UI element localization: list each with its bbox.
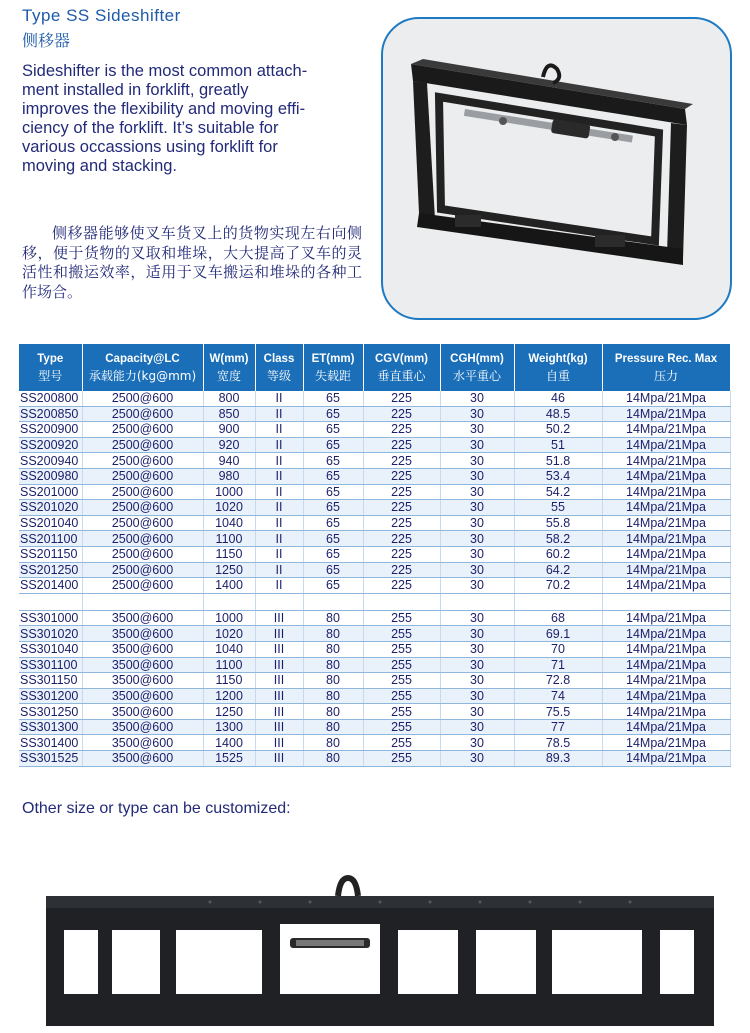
table-cell: 65 [303,515,363,531]
table-row [19,578,730,594]
table-cell [514,593,602,610]
page-title: Type SS Sideshifter [22,6,181,25]
table-cell: SS301150 [19,673,82,689]
table-cell: SS301400 [19,735,82,751]
table-cell: 14Mpa/21Mpa [602,422,730,438]
table-cell: 3500@600 [82,751,203,767]
table-cell: 1100 [203,657,255,673]
table-cell: 30 [440,704,514,720]
table-cell: 46 [514,391,602,406]
table-cell: 50.2 [514,422,602,438]
table-cell: II [255,391,303,406]
table-row [19,437,730,453]
table-cell: 255 [363,719,440,735]
table-cell [19,593,82,610]
table-cell: 3500@600 [82,704,203,720]
table-cell: 80 [303,673,363,689]
table-cell: 1000 [203,610,255,626]
product-photo [381,17,732,320]
table-cell: 30 [440,437,514,453]
table-cell: SS201000 [19,484,82,500]
column-header [255,344,303,391]
table-row [19,735,730,751]
table-cell: 255 [363,610,440,626]
table-cell: 65 [303,562,363,578]
table-cell [303,593,363,610]
column-header-cn: 等级 [266,368,291,383]
table-cell: 255 [363,673,440,689]
table-cell: 2500@600 [82,531,203,547]
table-cell: 3500@600 [82,626,203,642]
table-cell: 255 [363,688,440,704]
table-cell: 14Mpa/21Mpa [602,468,730,484]
table-row [19,468,730,484]
table-cell: 1250 [203,704,255,720]
table-cell: 72.8 [514,673,602,689]
table-cell: 2500@600 [82,578,203,594]
table-cell: 65 [303,531,363,547]
table-cell [602,593,730,610]
table-row [19,751,730,767]
table-cell: II [255,422,303,438]
table-body [19,391,730,766]
table-cell: 30 [440,453,514,469]
column-header [303,344,363,391]
table-cell: 1020 [203,626,255,642]
table-cell: 70.2 [514,578,602,594]
table-cell: SS301040 [19,641,82,657]
table-cell: 3500@600 [82,688,203,704]
table-cell: 14Mpa/21Mpa [602,719,730,735]
table-cell: 71 [514,657,602,673]
table-cell: 30 [440,688,514,704]
table-row [19,704,730,720]
sideshifter-photo-icon [383,19,730,318]
description-line: various occassions using forklift for [22,138,278,156]
table-cell: 1300 [203,719,255,735]
table-cell: 2500@600 [82,500,203,516]
table-cell: 3500@600 [82,657,203,673]
table-cell: 30 [440,484,514,500]
table-cell: 1525 [203,751,255,767]
table-cell: 64.2 [514,562,602,578]
table-cell: 53.4 [514,468,602,484]
table-cell: 65 [303,453,363,469]
table-cell: 65 [303,468,363,484]
table-cell: 255 [363,657,440,673]
table-cell: 3500@600 [82,673,203,689]
table-cell: 14Mpa/21Mpa [602,500,730,516]
table-cell: II [255,406,303,422]
table-cell: 255 [363,641,440,657]
table-row [19,500,730,516]
column-header-en: Capacity@LC [105,352,180,365]
table-cell: 1040 [203,641,255,657]
table-cell: 30 [440,546,514,562]
table-cell: 77 [514,719,602,735]
table-cell: 225 [363,437,440,453]
table-cell: 55.8 [514,515,602,531]
table-cell: 80 [303,704,363,720]
table-cell: 3500@600 [82,641,203,657]
column-header-en: Pressure Rec. Max [614,352,718,365]
table-row [19,657,730,673]
table-cell: SS200980 [19,468,82,484]
table-cell: II [255,437,303,453]
table-cell: 89.3 [514,751,602,767]
table-cell: III [255,673,303,689]
table-cell: 51.8 [514,453,602,469]
column-header-en: Weight(kg) [528,352,588,365]
table-cell: 65 [303,391,363,406]
table-cell: 225 [363,406,440,422]
table-row [19,484,730,500]
table-group-spacer [19,593,730,610]
table-cell: 30 [440,657,514,673]
table-cell: 80 [303,735,363,751]
table-cell: 69.1 [514,626,602,642]
table-cell: III [255,657,303,673]
table-cell: 225 [363,531,440,547]
table-row [19,610,730,626]
table-cell: III [255,751,303,767]
table-cell: 1020 [203,500,255,516]
table-cell: 65 [303,422,363,438]
table-cell: 14Mpa/21Mpa [602,610,730,626]
table-cell: 1000 [203,484,255,500]
table-cell: 1400 [203,578,255,594]
table-cell: 14Mpa/21Mpa [602,453,730,469]
column-header-en: CGV(mm) [374,352,429,365]
table-cell [440,593,514,610]
description-line: Sideshifter is the most common attach- [22,62,308,80]
table-cell: 1100 [203,531,255,547]
table-cell: 80 [303,688,363,704]
description-line: improves the flexibility and moving effi- [22,100,306,118]
table-cell: 30 [440,751,514,767]
column-header-cn: 失载距 [314,368,351,383]
table-cell: 255 [363,704,440,720]
table-cell: 2500@600 [82,406,203,422]
table-cell: 2500@600 [82,422,203,438]
column-header [363,344,440,391]
table-cell: 14Mpa/21Mpa [602,515,730,531]
table-cell: 30 [440,406,514,422]
column-header-en: W(mm) [209,352,249,365]
table-cell [82,593,203,610]
table-cell: 65 [303,546,363,562]
table-cell: 30 [440,391,514,406]
table-cell: 225 [363,453,440,469]
table-cell: 30 [440,531,514,547]
table-cell: 30 [440,578,514,594]
table-cell: 14Mpa/21Mpa [602,578,730,594]
table-cell: 225 [363,562,440,578]
table-cell: 255 [363,751,440,767]
page-title-cn: 侧移器 [22,31,71,50]
table-cell: 225 [363,578,440,594]
table-cell: 14Mpa/21Mpa [602,406,730,422]
table-cell: 80 [303,610,363,626]
table-cell: 255 [363,626,440,642]
table-cell: 2500@600 [82,562,203,578]
table-cell: 14Mpa/21Mpa [602,531,730,547]
table-cell: 30 [440,468,514,484]
table-cell: 2500@600 [82,453,203,469]
table-cell: SS200800 [19,391,82,406]
column-header-cn: 型号 [38,368,63,383]
table-cell: 80 [303,719,363,735]
table-cell: 30 [440,626,514,642]
table-cell: 51 [514,437,602,453]
table-cell: 65 [303,406,363,422]
table-row [19,453,730,469]
table-cell [363,593,440,610]
table-cell: 80 [303,641,363,657]
table-row [19,531,730,547]
table-cell: 14Mpa/21Mpa [602,657,730,673]
table-cell: 14Mpa/21Mpa [602,562,730,578]
table-cell: 1150 [203,673,255,689]
table-cell: 30 [440,562,514,578]
table-cell: 2500@600 [82,484,203,500]
table-cell: 80 [303,657,363,673]
table-cell: 2500@600 [82,546,203,562]
table-row [19,719,730,735]
table-cell: II [255,578,303,594]
column-header-en: Type [37,352,64,365]
column-header [203,344,255,391]
table-cell: II [255,453,303,469]
table-cell: 30 [440,673,514,689]
spec-table [19,344,731,767]
table-cell: 14Mpa/21Mpa [602,626,730,642]
table-row [19,562,730,578]
table-cell: SS201250 [19,562,82,578]
table-row [19,406,730,422]
table-cell: 54.2 [514,484,602,500]
table-cell: II [255,515,303,531]
column-header [82,344,203,391]
table-cell: 800 [203,391,255,406]
table-cell: II [255,546,303,562]
column-header [440,344,514,391]
table-cell: 74 [514,688,602,704]
table-cell: SS201400 [19,578,82,594]
table-cell: 225 [363,500,440,516]
table-cell: 68 [514,610,602,626]
table-cell [203,593,255,610]
table-cell: 65 [303,437,363,453]
table-cell: SS201040 [19,515,82,531]
table-cell: SS201150 [19,546,82,562]
table-cell: 3500@600 [82,735,203,751]
description-cn: 侧移器能够使叉车货叉上的货物实现左右向侧移，便于货物的叉取和堆垛，大大提高了叉车的灵活性和搬运效率，适用于叉车搬运和堆垛的各种工作场合。 [22,224,362,301]
sideshifter-frame-image [0,860,750,1033]
table-cell: 900 [203,422,255,438]
table-cell: 80 [303,626,363,642]
table-cell: III [255,688,303,704]
table-row [19,422,730,438]
description-en [22,62,362,176]
table-cell: 1400 [203,735,255,751]
table-cell: 65 [303,578,363,594]
table-cell: 14Mpa/21Mpa [602,484,730,500]
table-cell: 2500@600 [82,515,203,531]
table-cell: 14Mpa/21Mpa [602,673,730,689]
table-cell: 14Mpa/21Mpa [602,437,730,453]
column-header-cn: 垂直重心 [377,368,426,383]
table-cell: 80 [303,751,363,767]
table-cell: II [255,484,303,500]
column-header-cn: 水平重心 [452,368,501,383]
column-header-en: ET(mm) [311,352,355,365]
table-header-row [19,344,730,391]
column-header [514,344,602,391]
table-cell: SS301250 [19,704,82,720]
table-cell: 48.5 [514,406,602,422]
table-cell: 30 [440,641,514,657]
table-cell: SS201020 [19,500,82,516]
table-cell: III [255,719,303,735]
table-cell [255,593,303,610]
table-row [19,641,730,657]
column-header-en: Class [263,352,295,365]
custom-note: Other size or type can be customized: [22,800,291,817]
table-row [19,688,730,704]
table-row [19,673,730,689]
table-cell: 3500@600 [82,719,203,735]
table-cell: 30 [440,500,514,516]
table-cell: 2500@600 [82,468,203,484]
table-cell: 14Mpa/21Mpa [602,704,730,720]
column-header-cn: 承载能力(kg@mm) [88,368,197,383]
table-cell: III [255,735,303,751]
column-header [19,344,82,391]
description-line: moving and stacking. [22,157,178,175]
table-cell: 3500@600 [82,610,203,626]
table-cell: 2500@600 [82,391,203,406]
table-cell: 14Mpa/21Mpa [602,735,730,751]
table-row [19,515,730,531]
table-cell: 70 [514,641,602,657]
table-cell: 1200 [203,688,255,704]
table-cell: 1250 [203,562,255,578]
table-cell: 1040 [203,515,255,531]
table-cell: 225 [363,422,440,438]
column-header-en: CGH(mm) [450,352,504,365]
table-cell: SS200900 [19,422,82,438]
table-cell: II [255,468,303,484]
table-cell: 2500@600 [82,437,203,453]
table-cell: SS200850 [19,406,82,422]
table-cell: 225 [363,546,440,562]
table-cell: 14Mpa/21Mpa [602,751,730,767]
column-header [602,344,730,391]
table-cell: III [255,704,303,720]
table-cell: SS301020 [19,626,82,642]
table-cell: 14Mpa/21Mpa [602,391,730,406]
table-cell: SS201100 [19,531,82,547]
table-cell: 14Mpa/21Mpa [602,641,730,657]
table-cell: SS301525 [19,751,82,767]
table-cell: III [255,610,303,626]
table-cell: 30 [440,735,514,751]
table-cell: 980 [203,468,255,484]
table-cell: 14Mpa/21Mpa [602,546,730,562]
table-cell: SS200920 [19,437,82,453]
table-row [19,546,730,562]
table-cell: 255 [363,735,440,751]
table-cell: 58.2 [514,531,602,547]
table-cell: SS301100 [19,657,82,673]
table-row [19,391,730,406]
table-cell: 850 [203,406,255,422]
table-cell: III [255,626,303,642]
table-cell: II [255,500,303,516]
table-cell: 65 [303,484,363,500]
table-cell: 55 [514,500,602,516]
table-cell: SS301200 [19,688,82,704]
table-cell: III [255,641,303,657]
table-cell: 65 [303,500,363,516]
table-cell: 225 [363,468,440,484]
column-header-cn: 宽度 [216,368,241,383]
table-cell: 1150 [203,546,255,562]
table-cell: 940 [203,453,255,469]
table-cell: SS301300 [19,719,82,735]
table-cell: 78.5 [514,735,602,751]
table-cell: 30 [440,515,514,531]
table-cell: 30 [440,719,514,735]
description-line: ciency of the forklift. It’s suitable for [22,119,279,137]
table-cell: 225 [363,484,440,500]
table-cell: 920 [203,437,255,453]
table-cell: 60.2 [514,546,602,562]
table-cell: SS301000 [19,610,82,626]
table-cell: 30 [440,610,514,626]
table-cell: 14Mpa/21Mpa [602,688,730,704]
table-cell: II [255,531,303,547]
table-cell: 30 [440,422,514,438]
table-cell: SS200940 [19,453,82,469]
table-cell: 75.5 [514,704,602,720]
column-header-cn: 压力 [653,368,678,383]
table-cell: 225 [363,391,440,406]
table-row [19,626,730,642]
description-line: ment installed in forklift, greatly [22,81,249,99]
table-cell: II [255,562,303,578]
table-cell: 225 [363,515,440,531]
column-header-cn: 自重 [545,368,570,383]
